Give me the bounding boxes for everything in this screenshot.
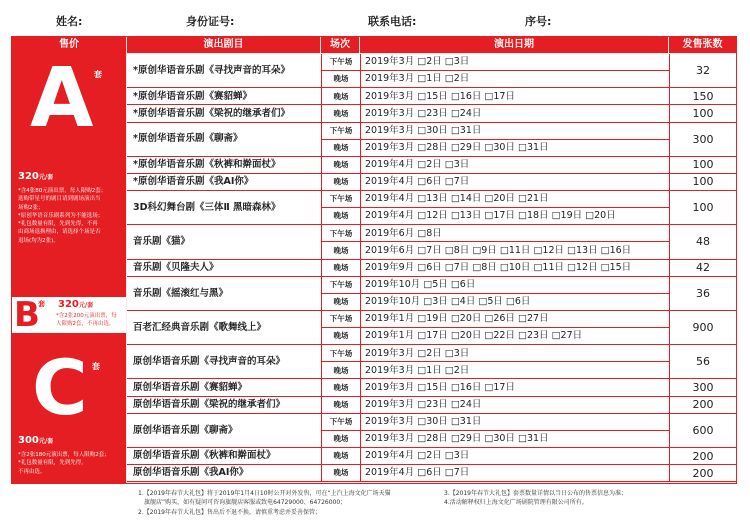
date-options[interactable]: 2019年4月 □13日 □14日 □20日 □21日 xyxy=(360,191,669,208)
ticket-quantity: 36 xyxy=(669,277,736,311)
show-title: *原创华语音乐剧《秋裤和擀面杖》 xyxy=(127,157,321,174)
ticket-quantity: 900 xyxy=(669,311,736,345)
ticket-quantity: 150 xyxy=(669,88,736,105)
session-label: 晚场 xyxy=(321,260,360,277)
date-options[interactable]: 2019年4月 □2日 □3日 xyxy=(360,157,669,174)
date-options[interactable]: 2019年3月 □2日 □3日 xyxy=(360,345,669,362)
show-title: 百老汇经典音乐剧《歌舞线上》 xyxy=(127,311,321,345)
ticket-quantity: 100 xyxy=(669,174,736,191)
seq-label: 序号: xyxy=(525,15,552,28)
show-title: *原创华语音乐剧《梁祝的继承者们》 xyxy=(127,105,321,122)
date-options[interactable]: 2019年3月 □28日 □29日 □30日 □31日 xyxy=(360,431,669,448)
ticket-quantity: 200 xyxy=(669,448,736,465)
id-label: 身份证号: xyxy=(186,15,235,28)
package-a-tao: 套 xyxy=(94,70,102,79)
session-label: 晚场 xyxy=(321,174,360,191)
show-title: 原创华语音乐剧《赛貂蝉》 xyxy=(127,379,321,396)
session-label: 晚场 xyxy=(321,88,360,105)
ticket-quantity: 100 xyxy=(669,157,736,174)
date-options[interactable]: 2019年3月 □30日 □31日 xyxy=(360,123,669,140)
name-label: 姓名: xyxy=(56,15,83,28)
ticket-quantity: 100 xyxy=(669,105,736,122)
session-label: 晚场 xyxy=(321,465,360,482)
package-b-tao: 套 xyxy=(38,300,45,308)
package-a-letter: A xyxy=(30,51,94,146)
session-label: 晚场 xyxy=(321,242,360,259)
date-options[interactable]: 2019年1月 □17日 □20日 □22日 □23日 □27日 xyxy=(360,328,669,345)
ticket-quantity: 200 xyxy=(669,397,736,414)
session-label: 晚场 xyxy=(321,105,360,122)
show-title: 原创华语音乐剧《秋裤和擀面杖》 xyxy=(127,448,321,465)
col-header-session: 场次 xyxy=(321,37,359,53)
show-title: 音乐剧《贝隆夫人》 xyxy=(127,260,321,277)
date-options[interactable]: 2019年3月 □2日 □3日 xyxy=(360,54,669,71)
date-options[interactable]: 2019年3月 □23日 □24日 xyxy=(360,105,669,122)
date-options[interactable]: 2019年3月 □28日 □29日 □30日 □31日 xyxy=(360,140,669,157)
session-label: 晚场 xyxy=(321,208,360,225)
session-label: 下午场 xyxy=(321,277,360,294)
show-title: *原创华语音乐剧《赛貂蝉》 xyxy=(127,88,321,105)
session-label: 下午场 xyxy=(321,225,360,242)
show-title: *原创华语音乐剧《聊斋》 xyxy=(127,123,321,157)
session-label: 晚场 xyxy=(321,294,360,311)
show-title: *原创华语音乐剧《寻找声音的耳朵》 xyxy=(127,54,321,88)
session-label: 下午场 xyxy=(321,311,360,328)
show-title: 原创华语音乐剧《聊斋》 xyxy=(127,414,321,448)
date-options[interactable]: 2019年6月 □8日 xyxy=(360,225,669,242)
phone-label: 联系电话: xyxy=(368,15,417,28)
session-label: 下午场 xyxy=(321,123,360,140)
package-c-price: 300元/套 xyxy=(18,435,54,446)
ticket-table xyxy=(11,36,737,484)
col-header-dates: 演出日期 xyxy=(360,37,668,53)
date-options[interactable]: 2019年4月 □6日 □7日 xyxy=(360,174,669,191)
ticket-quantity: 100 xyxy=(669,191,736,225)
footer-note-3: 3.【2019年春节大礼包】套票数量详情以当日公布的售票信息为准； xyxy=(444,490,627,497)
footer-note-2: 2.【2019年春节大礼包】售出后不退不换，请慎重考虑并妥善保管； xyxy=(138,508,321,516)
date-options[interactable]: 2019年9月 □6日 □7日 □8日 □10日 □11日 □12日 □15日 xyxy=(360,260,669,277)
package-c-tao: 套 xyxy=(92,362,100,371)
session-label: 晚场 xyxy=(321,431,360,448)
footer-note-1: 1.【2019年春节大礼包】将于2019年1月4日10时公开对外发售，可在“上汽上海文化广场天猫 xyxy=(138,490,391,497)
form-header xyxy=(0,0,750,34)
package-b-price: 320元/套 xyxy=(58,299,94,310)
date-options[interactable]: 2019年3月 □15日 □16日 □17日 xyxy=(360,88,669,105)
ticket-quantity: 42 xyxy=(669,260,736,277)
date-options[interactable]: 2019年10月 □5日 □6日 xyxy=(360,277,669,294)
package-c-notes: *含2张180元演出票，每人限购2套； *礼包数量有限，先到先得， 不再由选。 xyxy=(18,452,110,475)
date-options[interactable]: 2019年3月 □30日 □31日 xyxy=(360,414,669,431)
session-label: 晚场 xyxy=(321,397,360,414)
ticket-quantity: 48 xyxy=(669,225,736,259)
show-title: *原创华语音乐剧《我AI你》 xyxy=(127,174,321,191)
date-options[interactable]: 2019年1月 □19日 □20日 □26日 □27日 xyxy=(360,311,669,328)
session-label: 晚场 xyxy=(321,362,360,379)
session-label: 下午场 xyxy=(321,414,360,431)
session-label: 晚场 xyxy=(321,328,360,345)
session-label: 下午场 xyxy=(321,345,360,362)
session-label: 晚场 xyxy=(321,448,360,465)
package-a-price: 320元/套 xyxy=(18,171,54,182)
date-options[interactable]: 2019年6月 □7日 □8日 □9日 □11日 □12日 □13日 □16日 xyxy=(360,242,669,259)
package-b xyxy=(12,297,126,333)
date-options[interactable]: 2019年4月 □2日 □3日 xyxy=(360,448,669,465)
session-label: 晚场 xyxy=(321,140,360,157)
ticket-quantity: 300 xyxy=(669,123,736,157)
date-options[interactable]: 2019年10月 □3日 □4日 □5日 □6日 xyxy=(360,294,669,311)
date-options[interactable]: 2019年3月 □1日 □2日 xyxy=(360,362,669,379)
footer-notes-left xyxy=(138,489,438,517)
ticket-quantity: 600 xyxy=(669,414,736,448)
ticket-quantity: 200 xyxy=(669,465,736,482)
package-b-notes: *含2张200元演出票，每 人限购2套，不再由选。 xyxy=(56,313,117,328)
date-options[interactable]: 2019年3月 □23日 □24日 xyxy=(360,397,669,414)
show-title: 音乐剧《摇滚红与黑》 xyxy=(127,277,321,311)
session-label: 晚场 xyxy=(321,157,360,174)
show-title: 原创华语音乐剧《我AI你》 xyxy=(127,465,321,482)
session-label: 晚场 xyxy=(321,71,360,88)
col-header-price: 售价 xyxy=(12,37,126,53)
ticket-quantity: 32 xyxy=(669,54,736,88)
package-b-letter: B xyxy=(14,295,40,335)
show-title: 原创华语音乐剧《梁祝的继承者们》 xyxy=(127,397,321,414)
footer-notes-right xyxy=(444,489,744,508)
package-a-notes: *含4张80元演出票，每人限购2套； 选购带星号的剧目请到剧场演出当 场购2张； *原创华语音乐剧系列为不能选场； *礼包数量有限，先到先得，不再 由商场退换理由，请选择个场是否 退场(均为2张)。 xyxy=(18,188,107,244)
footer-note-4: 4.活动解释权归上海文化广场剧院管理有限公司所有。 xyxy=(444,499,588,507)
session-label: 下午场 xyxy=(321,191,360,208)
date-options[interactable]: 2019年3月 □1日 □2日 xyxy=(360,71,669,88)
col-header-show: 演出剧目 xyxy=(127,37,320,53)
ticket-quantity: 300 xyxy=(669,379,736,396)
date-options[interactable]: 2019年4月 □12日 □13日 □17日 □18日 □19日 □20日 xyxy=(360,208,669,225)
package-c-letter: C xyxy=(32,343,88,432)
ticket-quantity: 56 xyxy=(669,345,736,379)
session-label: 晚场 xyxy=(321,379,360,396)
session-label: 下午场 xyxy=(321,54,360,71)
show-title: 音乐剧《猫》 xyxy=(127,225,321,259)
col-header-qty: 发售张数 xyxy=(669,37,736,53)
date-options[interactable]: 2019年3月 □15日 □16日 □17日 xyxy=(360,379,669,396)
date-options[interactable]: 2019年4月 □6日 □7日 xyxy=(360,465,669,482)
show-title: 3D科幻舞台剧《三体Ⅱ 黑暗森林》 xyxy=(127,191,321,225)
footer-note-1b: 旗舰店”购买，如有疑问可咨询旗舰店客服或致电64729000、64726000； xyxy=(144,499,347,507)
show-title: 原创华语音乐剧《寻找声音的耳朵》 xyxy=(127,345,321,379)
